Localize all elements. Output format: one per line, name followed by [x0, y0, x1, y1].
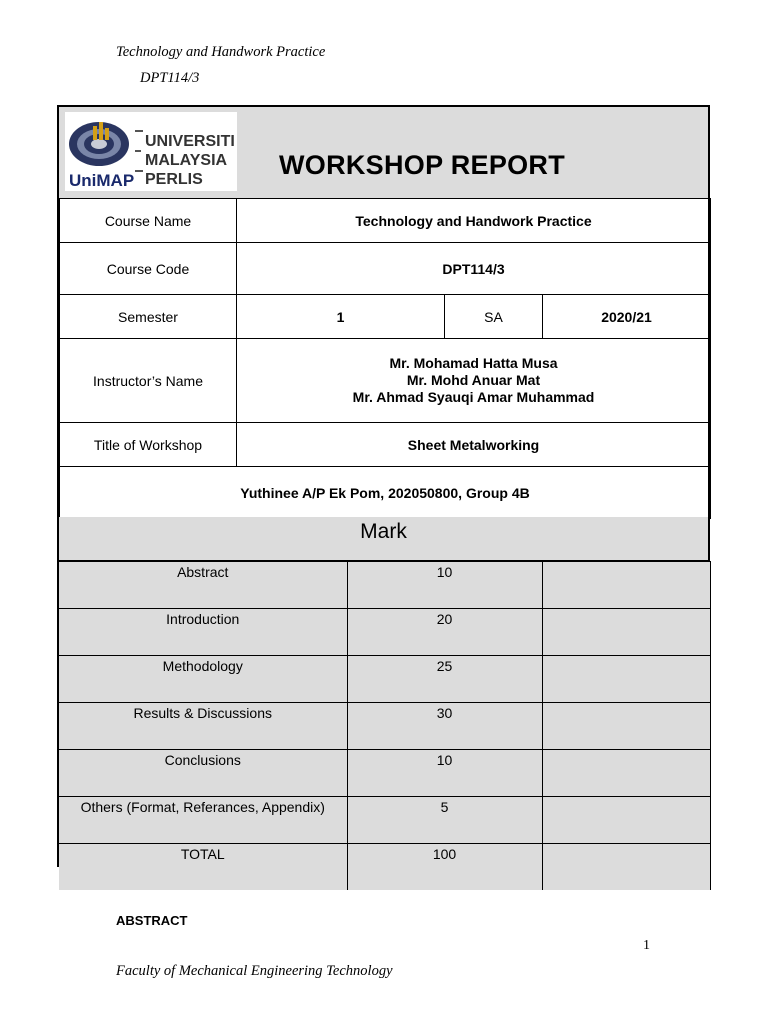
- course-code-label: Course Code: [60, 243, 237, 295]
- course-info-table: [59, 198, 711, 519]
- unimap-logo-icon: [65, 112, 237, 191]
- table-row: [59, 656, 710, 703]
- table-row: [59, 609, 710, 656]
- mark-max: 20: [347, 609, 542, 656]
- logo-line-universiti: UNIVERSITI: [145, 133, 235, 150]
- unimap-logo: [65, 112, 237, 191]
- mark-score: [542, 844, 710, 891]
- mark-max: 30: [347, 703, 542, 750]
- instructor-names: [237, 339, 711, 423]
- mark-max: 10: [347, 562, 542, 609]
- mark-score: [542, 562, 710, 609]
- logo-line-perlis: PERLIS: [145, 171, 203, 188]
- mark-score: [542, 750, 710, 797]
- table-row: [59, 750, 710, 797]
- workshop-title-label: Title of Workshop: [60, 423, 237, 467]
- report-title: WORKSHOP REPORT: [279, 150, 566, 180]
- workshop-title-value: Sheet Metalworking: [237, 423, 711, 467]
- table-row: [59, 703, 710, 750]
- page-number: 1: [643, 938, 650, 953]
- mark-item: TOTAL: [59, 844, 347, 891]
- mark-score: [542, 609, 710, 656]
- header-code: DPT114/3: [140, 70, 200, 86]
- footer-faculty: Faculty of Mechanical Engineering Technology: [116, 963, 393, 979]
- mark-heading: Mark: [59, 517, 708, 561]
- instructor-name: Mr. Mohd Anuar Mat: [406, 372, 541, 388]
- semester-value: 1: [237, 295, 445, 339]
- table-row: [59, 844, 710, 891]
- instructor-label: Instructor’s Name: [60, 339, 237, 423]
- mark-max: 25: [347, 656, 542, 703]
- mark-item: Results & Discussions: [59, 703, 347, 750]
- mark-max: 10: [347, 750, 542, 797]
- row-instructor: [60, 339, 711, 423]
- mark-item: Conclusions: [59, 750, 347, 797]
- mark-item: Abstract: [59, 562, 347, 609]
- course-name-value: Technology and Handwork Practice: [237, 199, 711, 243]
- mark-item: Introduction: [59, 609, 347, 656]
- logo-brand-text: UniMAP: [69, 171, 135, 190]
- mark-score: [542, 703, 710, 750]
- course-name-label: Course Name: [60, 199, 237, 243]
- row-semester: [60, 295, 711, 339]
- row-student: [60, 467, 711, 519]
- header-title: Technology and Handwork Practice: [116, 44, 326, 60]
- instructor-name: Mr. Mohamad Hatta Musa: [389, 355, 558, 371]
- abstract-heading: ABSTRACT: [116, 913, 188, 928]
- semester-label: Semester: [60, 295, 237, 339]
- row-course-name: [60, 199, 711, 243]
- mark-score: [542, 656, 710, 703]
- logo-line-malaysia: MALAYSIA: [145, 152, 228, 169]
- student-info: Yuthinee A/P Ek Pom, 202050800, Group 4B: [60, 467, 711, 519]
- mark-max: 100: [347, 844, 542, 891]
- row-workshop-title: [60, 423, 711, 467]
- row-course-code: [60, 243, 711, 295]
- table-row: [59, 797, 710, 844]
- marks-table: [59, 561, 711, 890]
- mark-item: Others (Format, Referances, Appendix): [59, 797, 347, 844]
- mark-max: 5: [347, 797, 542, 844]
- title-banner: [59, 107, 708, 199]
- sa-value: 2020/21: [543, 295, 711, 339]
- mark-item: Methodology: [59, 656, 347, 703]
- mark-score: [542, 797, 710, 844]
- report-cover-frame: [57, 105, 710, 867]
- instructor-name: Mr. Ahmad Syauqi Amar Muhammad: [352, 389, 595, 405]
- sa-label: SA: [445, 295, 543, 339]
- table-row: [59, 562, 710, 609]
- course-code-value: DPT114/3: [237, 243, 711, 295]
